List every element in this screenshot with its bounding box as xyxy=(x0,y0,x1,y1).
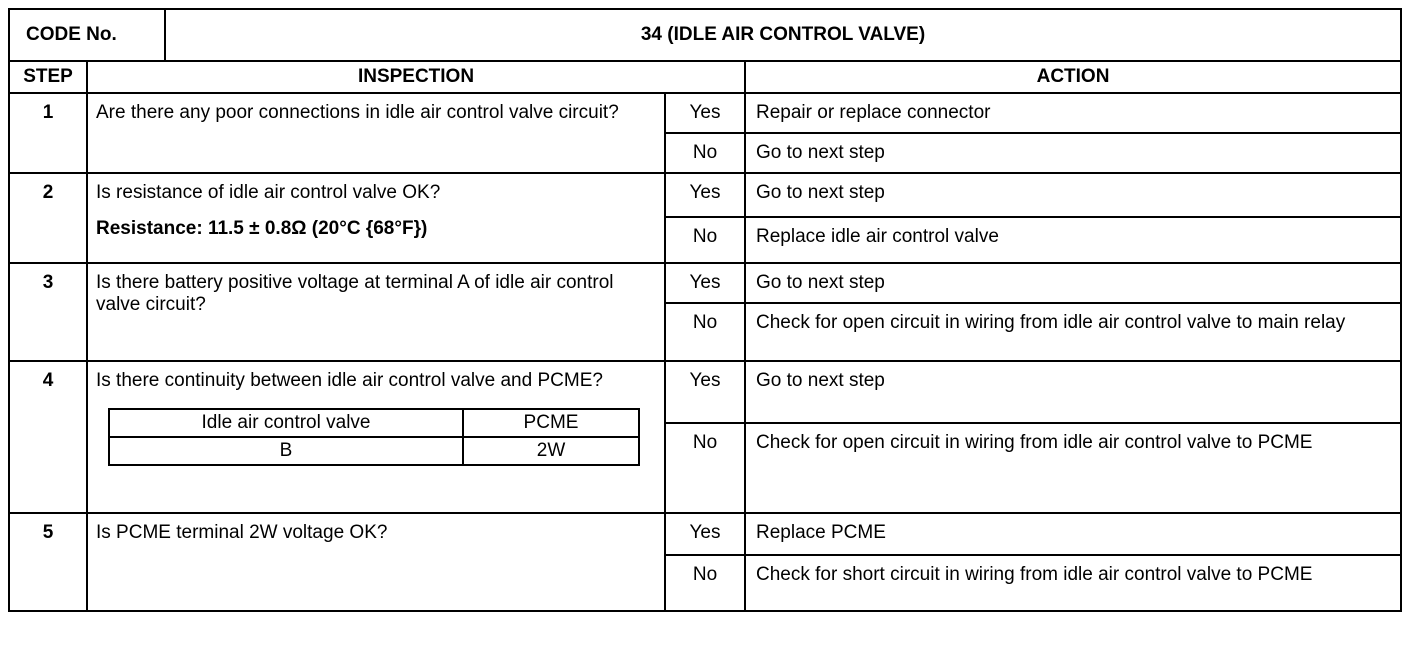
continuity-header-pcme: PCME xyxy=(463,409,639,437)
continuity-header-valve: Idle air control valve xyxy=(109,409,463,437)
yes-label: Yes xyxy=(665,513,745,555)
yes-action: Replace PCME xyxy=(745,513,1401,555)
continuity-value-valve: B xyxy=(109,437,463,465)
step-5-yes-row xyxy=(9,513,1401,555)
step-number: 1 xyxy=(9,93,87,173)
inspection-column-header: INSPECTION xyxy=(87,61,745,93)
continuity-header-row xyxy=(109,409,639,437)
continuity-value-pcme: 2W xyxy=(463,437,639,465)
step-1-yes-row xyxy=(9,93,1401,133)
code-row xyxy=(9,9,1401,61)
no-label: No xyxy=(665,217,745,263)
continuity-table xyxy=(108,408,640,466)
no-label: No xyxy=(665,423,745,513)
yes-action: Repair or replace connector xyxy=(745,93,1401,133)
no-action: Check for short circuit in wiring from idle air control valve to PCME xyxy=(745,555,1401,611)
step-4-yes-row xyxy=(9,361,1401,423)
action-column-header: ACTION xyxy=(745,61,1401,93)
step-number: 3 xyxy=(9,263,87,361)
yes-label: Yes xyxy=(665,173,745,217)
step-number: 2 xyxy=(9,173,87,263)
step-2-yes-row xyxy=(9,173,1401,217)
inspection-text: Is there continuity between idle air control valve and PCME? xyxy=(96,370,603,391)
no-label: No xyxy=(665,303,745,361)
inspection-text: Is PCME terminal 2W voltage OK? xyxy=(87,513,665,611)
inspection-text: Is there battery positive voltage at terminal A of idle air control valve circuit? xyxy=(87,263,665,361)
yes-action: Go to next step xyxy=(745,173,1401,217)
step-number: 4 xyxy=(9,361,87,513)
no-action: Replace idle air control valve xyxy=(745,217,1401,263)
no-action: Check for open circuit in wiring from idle air control valve to main relay xyxy=(745,303,1401,361)
inspection-text: Are there any poor connections in idle air control valve circuit? xyxy=(87,93,665,173)
inspection-cell xyxy=(87,361,665,513)
no-action: Check for open circuit in wiring from idle air control valve to PCME xyxy=(745,423,1401,513)
yes-label: Yes xyxy=(665,263,745,303)
step-column-header: STEP xyxy=(9,61,87,93)
code-label: CODE No. xyxy=(9,9,165,61)
no-action: Go to next step xyxy=(745,133,1401,173)
continuity-value-row xyxy=(109,437,639,465)
yes-label: Yes xyxy=(665,361,745,423)
yes-action: Go to next step xyxy=(745,361,1401,423)
yes-action: Go to next step xyxy=(745,263,1401,303)
resistance-spec: Resistance: 11.5 ± 0.8Ω (20°C {68°F}) xyxy=(96,218,428,239)
inspection-cell xyxy=(87,173,665,263)
code-title: 34 (IDLE AIR CONTROL VALVE) xyxy=(165,9,1401,61)
diagnostic-procedure xyxy=(8,8,1400,612)
no-label: No xyxy=(665,133,745,173)
no-label: No xyxy=(665,555,745,611)
inspection-text: Is resistance of idle air control valve OK? xyxy=(96,182,441,203)
column-header-row xyxy=(9,61,1401,93)
step-number: 5 xyxy=(9,513,87,611)
yes-label: Yes xyxy=(665,93,745,133)
diagnostic-table xyxy=(8,8,1402,612)
step-3-yes-row xyxy=(9,263,1401,303)
